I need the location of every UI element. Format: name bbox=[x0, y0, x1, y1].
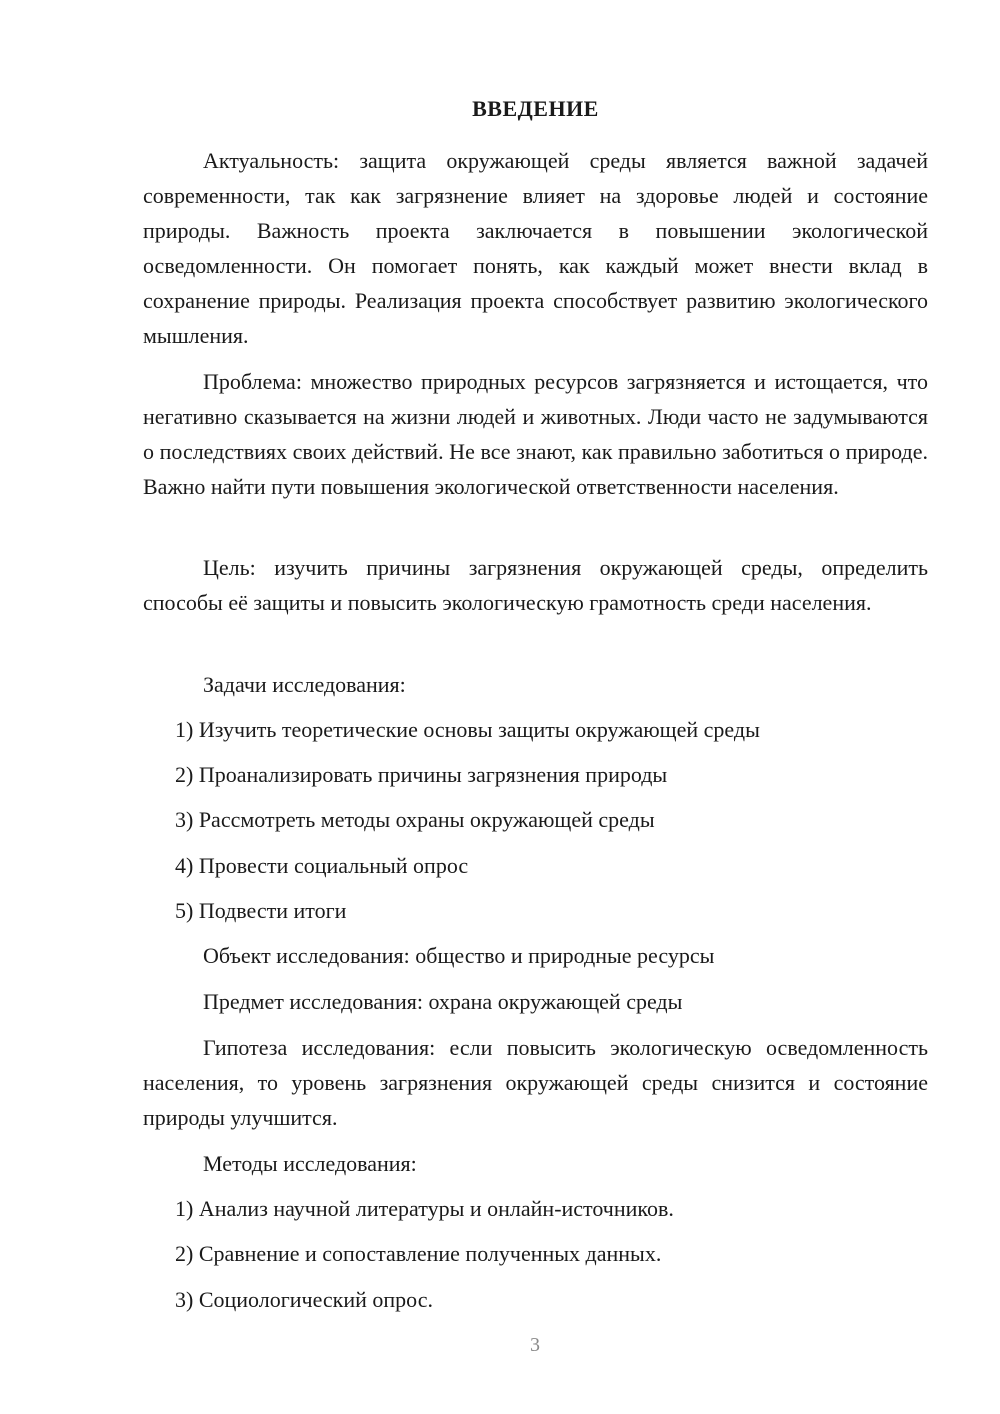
problem-paragraph: Проблема: множество природных ресурсов загрязняется и истощается, что негативно сказывается на жизни людей и животных. Люди часто не задумываются о последствиях своих действий. Не все знают, как правильно заботиться о природе. Важно найти пути повышения экологической ответственности населения. bbox=[143, 369, 928, 499]
relevance-paragraph: Актуальность: защита окружающей среды является важной задачей современности, так как загрязнение влияет на здоровье людей и состояние природы. Важность проекта заключается в повышении экологической осведомленности. Он помогает понять, как каждый может внести вклад в сохранение природы. Реализация проекта способствует развитию экологического мышления. bbox=[143, 148, 928, 348]
goal-paragraph: Цель: изучить причины загрязнения окружающей среды, определить способы её защиты и повысить экологическую грамотность среди населения. bbox=[143, 555, 928, 615]
tasks-heading: Задачи исследования: bbox=[203, 672, 406, 697]
task-item: 1) Изучить теоретические основы защиты окружающей среды bbox=[175, 717, 760, 742]
method-item: 3) Социологический опрос. bbox=[175, 1287, 433, 1312]
task-item: 2) Проанализировать причины загрязнения природы bbox=[175, 762, 668, 787]
page-title: ВВЕДЕНИЕ bbox=[472, 96, 599, 121]
task-item: 4) Провести социальный опрос bbox=[175, 853, 469, 878]
task-item: 3) Рассмотреть методы охраны окружающей среды bbox=[175, 807, 655, 832]
hypothesis-paragraph: Гипотеза исследования: если повысить экологическую осведомленность населения, то уровень загрязнения окружающей среды снизится и состояние природы улучшится. bbox=[143, 1035, 928, 1130]
task-item: 5) Подвести итоги bbox=[175, 898, 347, 923]
methods-heading: Методы исследования: bbox=[203, 1151, 417, 1176]
method-item: 1) Анализ научной литературы и онлайн-источников. bbox=[175, 1196, 674, 1221]
object-line: Объект исследования: общество и природные ресурсы bbox=[203, 943, 715, 968]
page-number: 3 bbox=[530, 1334, 540, 1356]
subject-line: Предмет исследования: охрана окружающей среды bbox=[203, 989, 683, 1014]
method-item: 2) Сравнение и сопоставление полученных данных. bbox=[175, 1241, 662, 1266]
